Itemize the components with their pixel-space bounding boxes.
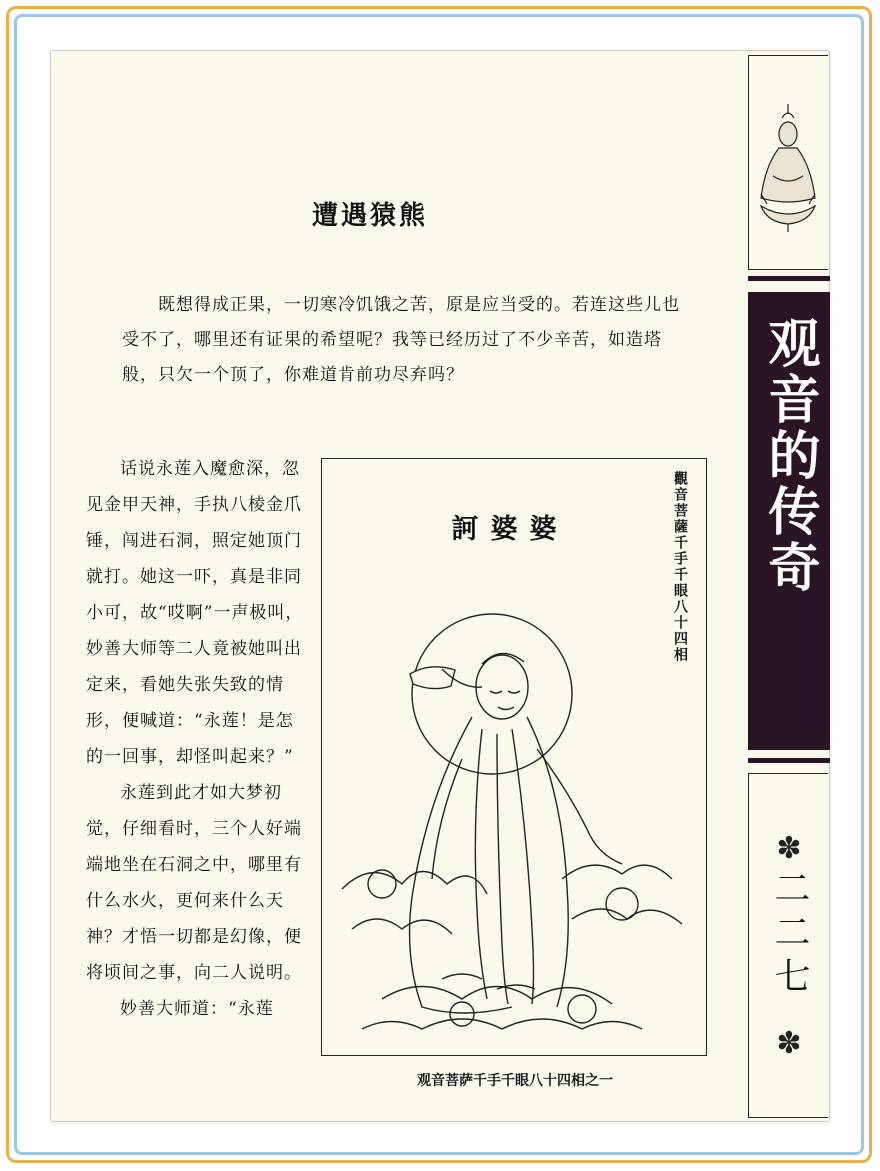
divider xyxy=(748,276,830,281)
paragraph: 妙善大师道：“永莲 xyxy=(120,999,274,1019)
page-number: 二二七 xyxy=(769,869,810,1001)
paragraph: 话说永莲入魔愈深，忽见金甲天神，手执八棱金爪锤，闯进石洞，照定她顶门就打。她这一吓，真是非同小可，故“哎啊”一声极叫，妙善大师等二人竟被她叫出定来，看她失张失致的情形，便喊道：“永莲！是怎的一回事，却怪叫起来？” xyxy=(86,459,304,767)
figure-side-label: 觀音菩薩千手千眼八十四相 xyxy=(672,471,688,663)
chapter-intro: 既想得成正果，一切寒冷饥饿之苦，原是应当受的。若连这些儿也受不了，哪里还有证果的希望呢？我等已经历过了不少辛苦，如造塔般，只欠一个顶了，你难道肯前功尽弃吗？ xyxy=(122,295,680,385)
flower-ornament-icon: ✽ xyxy=(776,1026,802,1061)
divider xyxy=(748,758,830,763)
bodhisattva-emblem-icon xyxy=(749,56,827,268)
body-text xyxy=(86,451,306,1027)
paragraph: 永莲到此才如大梦初觉，仔细看时，三个人好端端地坐在石洞之中，哪里有什么水火，更何来什么天神？才悟一切都是幻像，便将顷间之事，向二人说明。 xyxy=(86,783,302,983)
page-number-box xyxy=(748,773,828,1118)
book-title-band xyxy=(748,292,830,750)
arhat-illustration xyxy=(322,459,708,1057)
chapter-title: 遭遇猿熊 xyxy=(311,201,428,231)
flower-ornament-icon: ✽ xyxy=(776,831,802,866)
figure-caption: 观音菩萨千手千眼八十四相之一 xyxy=(417,1073,613,1089)
emblem-box xyxy=(748,55,828,270)
book-title: 观音的传奇 xyxy=(759,316,820,596)
figure-name: 訶婆婆 xyxy=(451,514,569,545)
illustration-frame xyxy=(321,458,707,1056)
